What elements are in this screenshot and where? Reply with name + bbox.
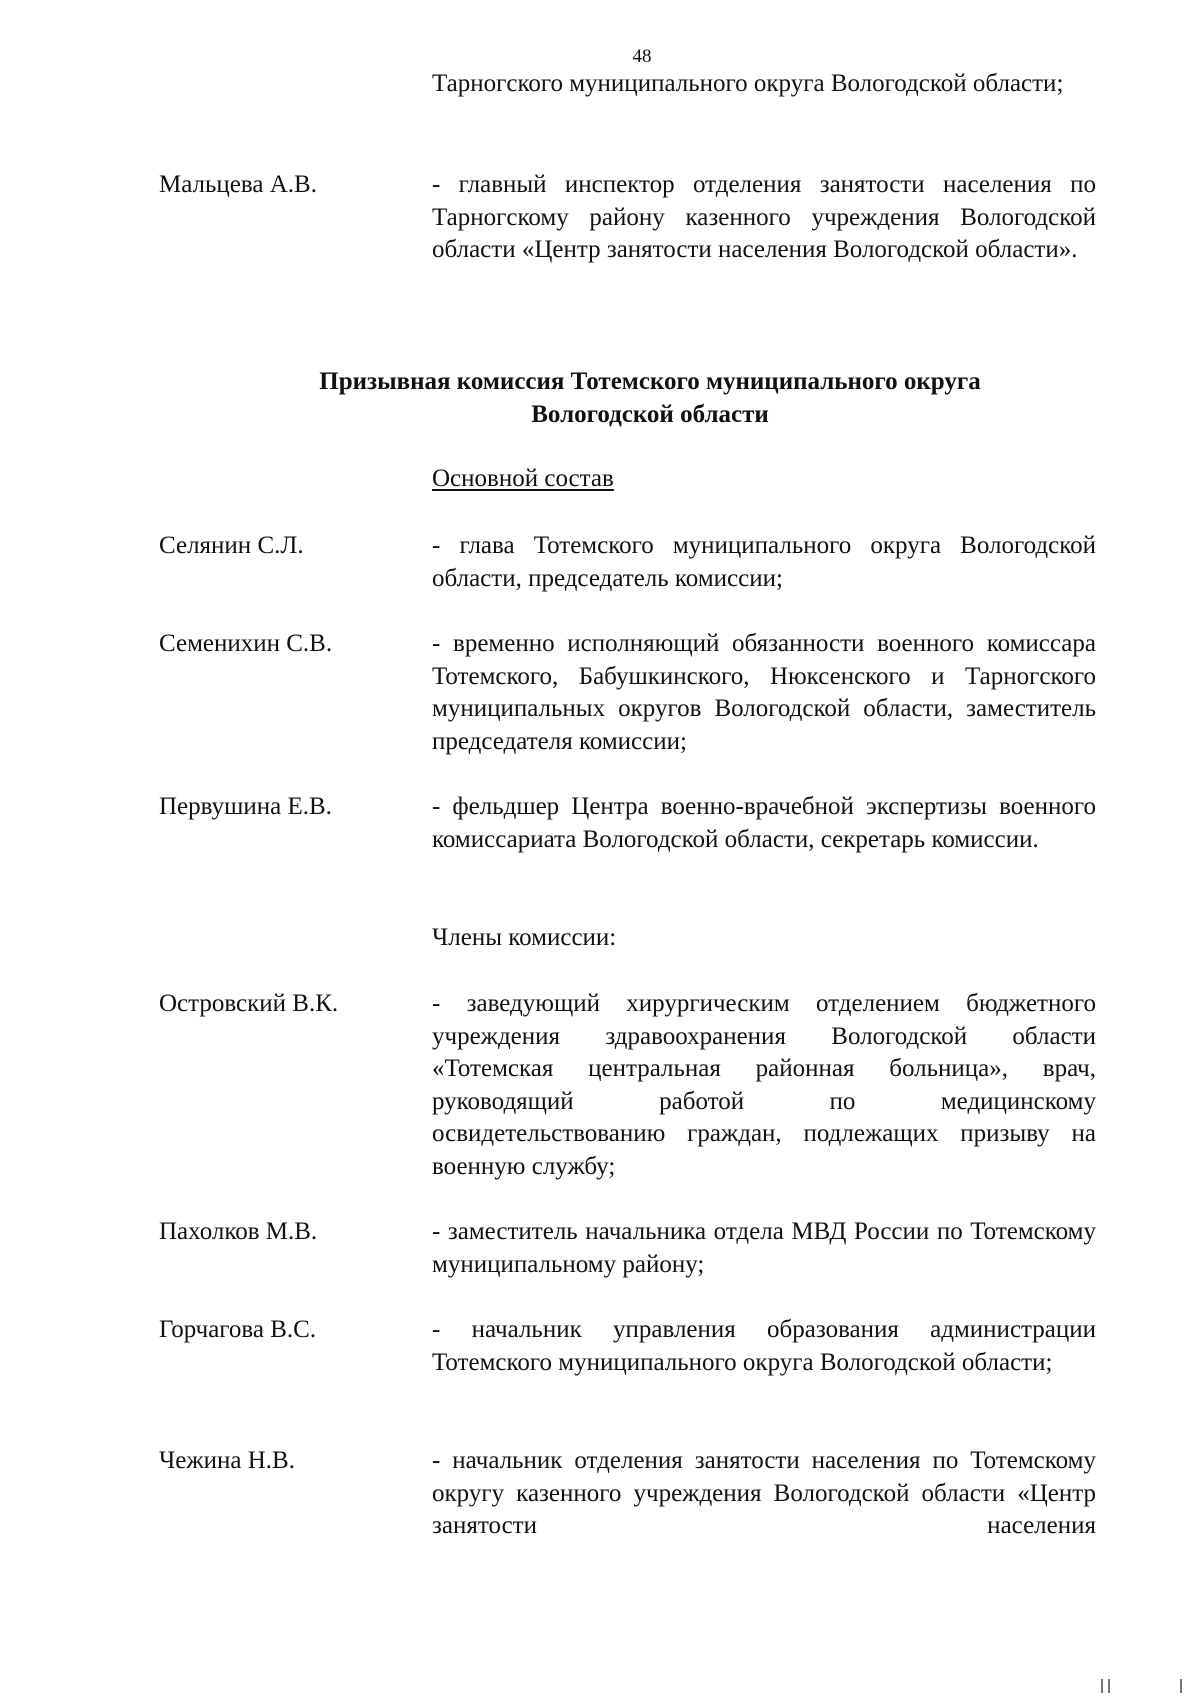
scan-artifact xyxy=(1101,1679,1103,1693)
member-name: Первушина Е.В. xyxy=(159,793,332,820)
member-role: - заместитель начальника отдела МВД России по Тотемскому муниципальному району; xyxy=(432,1218,1096,1278)
member-name: Пахолков М.В. xyxy=(159,1218,318,1245)
member-role: - глава Тотемского муниципального округа Вологодской области, председатель комиссии; xyxy=(432,532,1096,592)
commission-title-line1: Призывная комиссия Тотемского муниципального округа xyxy=(319,368,981,395)
member-role: - начальник отделения занятости населения по Тотемскому округу казенного учреждения Вологодской области «Центр занятости населения xyxy=(432,1447,1096,1540)
member-name: Семенихин С.В. xyxy=(159,630,333,657)
member-name: Селянин С.Л. xyxy=(159,532,304,559)
continuation-text: Тарногского муниципального округа Вологодской области; xyxy=(432,70,1064,97)
member-role: - временно исполняющий обязанности военного комиссара Тотемского, Бабушкинского, Нюксенского и Тарногского муниципальных округов Вологодской области, заместитель председателя комиссии; xyxy=(432,630,1096,755)
member-name: Чежина Н.В. xyxy=(159,1447,295,1474)
scan-artifact xyxy=(1108,1679,1110,1693)
member-role: - фельдшер Центра военно-врачебной экспертизы военного комиссариата Вологодской области, секретарь комиссии. xyxy=(432,793,1096,853)
member-name: Горчагова В.С. xyxy=(159,1316,317,1343)
commission-title-line2: Вологодской области xyxy=(531,400,769,428)
main-composition-label: Основной состав xyxy=(432,465,614,492)
member-name: Мальцева А.В. xyxy=(159,171,317,198)
members-label: Члены комиссии: xyxy=(432,924,617,951)
member-name: Островский В.К. xyxy=(159,990,339,1017)
member-role: - заведующий хирургическим отделением бюджетного учреждения здравоохранения Вологодской области «Тотемская центральная районная больница», врач, руководящий работой по медицинскому освидетельствованию граждан, подлежащих призыву на военную службу; xyxy=(432,990,1096,1180)
member-role: - главный инспектор отделения занятости населения по Тарногскому району казенного учреждения Вологодской области «Центр занятости населения Вологодской области». xyxy=(432,171,1096,264)
commission-title xyxy=(200,366,1100,431)
member-role: - начальник управления образования администрации Тотемского муниципального округа Вологодской области; xyxy=(432,1316,1096,1376)
scan-artifact xyxy=(1180,1679,1182,1693)
page-number: 48 xyxy=(632,46,652,67)
